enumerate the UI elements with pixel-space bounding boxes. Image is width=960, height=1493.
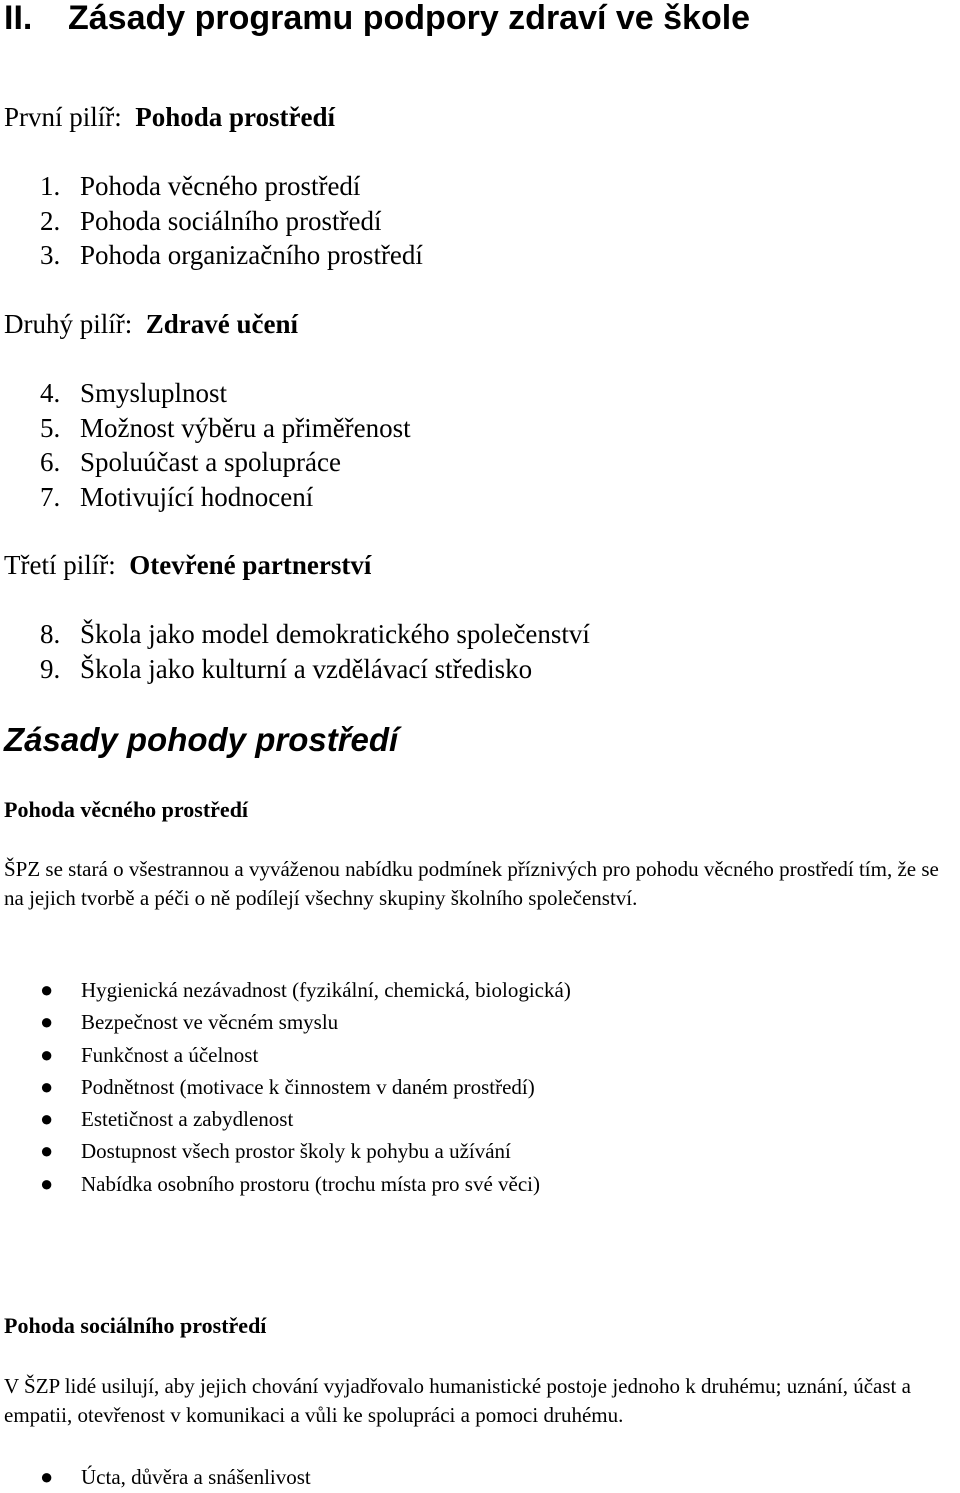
list-item: ● Podnětnost (motivace k činnostem v daném prostředí) xyxy=(40,1071,571,1103)
title-number: II. xyxy=(4,0,33,37)
bullet-icon: ● xyxy=(40,1464,54,1489)
bullet-icon: ● xyxy=(40,1041,54,1067)
section-2-paragraph: V ŠZP lidé usilují, aby jejich chování vyjadřovalo humanistické postoje jednoho k druhému; uznání, účast a empatii, otevřenost v komunikaci a vůli ke spolupráci a pomoci druhému. xyxy=(4,1374,911,1427)
pillar-1-list xyxy=(40,169,423,273)
list-item: 7. Motivující hodnocení xyxy=(40,481,314,512)
pillar-3-heading: Třetí pilíř: Otevřené partnerství xyxy=(4,550,372,580)
list-item: 5. Možnost výběru a přiměřenost xyxy=(40,412,411,443)
list-item: ● Úcta, důvěra a snášenlivost xyxy=(40,1461,311,1493)
list-item: ● Hygienická nezávadnost (fyzikální, chemická, biologická) xyxy=(40,974,571,1006)
section-1-bullets xyxy=(40,974,571,1200)
section-2-heading: Pohoda sociálního prostředí xyxy=(4,1313,267,1338)
page-title xyxy=(4,0,750,40)
list-item: ● Nabídka osobního prostoru (trochu místa pro své věci) xyxy=(40,1168,571,1200)
bullet-icon: ● xyxy=(40,1009,54,1035)
pillar-3-list xyxy=(40,617,590,686)
pillar-1-heading: První pilíř: Pohoda prostředí xyxy=(4,102,336,132)
list-item: 4. Smysluplnost xyxy=(40,378,228,408)
list-item: 2. Pohoda sociálního prostředí xyxy=(40,205,382,236)
section-1-heading: Pohoda věcného prostředí xyxy=(4,797,249,822)
section-heading: Zásady pohody prostředí xyxy=(4,721,399,758)
list-item: 1. Pohoda věcného prostředí xyxy=(40,171,361,201)
list-item: ● Bezpečnost ve věcném smyslu xyxy=(40,1006,571,1038)
list-item: 6. Spoluúčast a spolupráce xyxy=(40,447,341,477)
bullet-icon: ● xyxy=(40,1106,54,1132)
section-2-bullets xyxy=(40,1461,311,1493)
pillar-2-heading: Druhý pilíř: Zdravé učení xyxy=(4,309,298,339)
bullet-icon: ● xyxy=(40,1073,54,1099)
list-item: ● Funkčnost a účelnost xyxy=(40,1039,571,1071)
pillar-2-list xyxy=(40,376,411,514)
title-text: Zásady programu podpory zdraví ve škole xyxy=(68,0,751,37)
bullet-icon: ● xyxy=(40,977,54,1002)
list-item: 8. Škola jako model demokratického společenství xyxy=(40,619,590,649)
bullet-icon: ● xyxy=(40,1170,54,1196)
list-item: ● Dostupnost všech prostor školy k pohybu a užívání xyxy=(40,1135,571,1167)
bullet-icon: ● xyxy=(40,1138,54,1164)
list-item: ● Estetičnost a zabydlenost xyxy=(40,1103,571,1135)
list-item: 9. Škola jako kulturní a vzdělávací středisko xyxy=(40,653,533,684)
section-1-paragraph: ŠPZ se stará o všestrannou a vyváženou nabídku podmínek příznivých pro pohodu věcného prostředí tím, že se na jejich tvorbě a péči o ně podílejí všechny skupiny školního společenství. xyxy=(4,857,939,910)
list-item: 3. Pohoda organizačního prostředí xyxy=(40,240,423,270)
